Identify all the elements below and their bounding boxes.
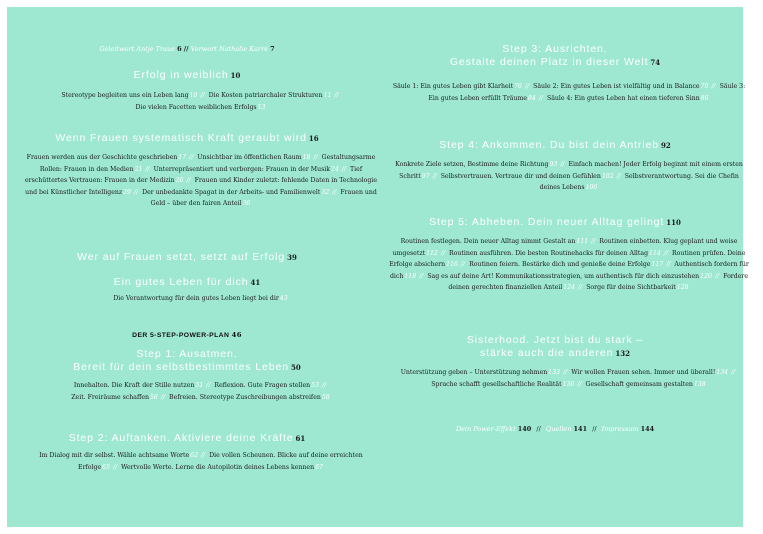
section-heading-erfolg — [7, 69, 367, 82]
page-number: 74 — [650, 58, 661, 67]
entry-separator: // — [591, 238, 596, 245]
page-number: 92 — [661, 141, 671, 150]
entry-separator: // — [334, 92, 339, 99]
page-number: 111 — [576, 238, 589, 245]
page-number: 16 — [308, 134, 319, 143]
page-number: 97 — [421, 172, 430, 180]
entry-separator: // — [440, 249, 446, 257]
entry-separator: // — [616, 172, 621, 180]
toc-entry-text: Ein gutes Leben für dich — [113, 276, 249, 288]
toc-entry-text: Stereotype begleiten uns ein Leben lang — [61, 92, 189, 99]
page-number: 93 — [549, 161, 558, 168]
toc-entry-text: Bereit für dein selbstbestimmtes Leben — [73, 361, 289, 373]
entry-separator: // — [714, 272, 720, 280]
toc-entry-text: Routinen prüfen. Deine Erfolge absichern — [389, 249, 746, 269]
page-number: 134 — [716, 369, 729, 376]
toc-entry-text: Unterstützung geben – Unterstützung nehmen — [400, 369, 548, 376]
entry-separator: // — [666, 261, 671, 269]
page-number: 116 — [446, 261, 458, 269]
toc-entry-text: Einfach machen! Jeder Erfolg beginnt mit einem ersten Schritt — [399, 161, 743, 180]
page-number: 106 — [585, 184, 598, 192]
page-number: 65 — [102, 463, 111, 471]
toc-entry-text: Die Kosten patriarchaler Strukturen — [208, 92, 323, 99]
section-entries-kraft — [7, 152, 395, 210]
page-number: 114 — [649, 249, 661, 257]
entry-separator: // — [322, 382, 327, 389]
page-number: 53 — [311, 382, 319, 389]
toc-entry-text: Frauen und Geld – über den fairen Anteil — [150, 188, 377, 208]
foreword-page: 6 — [177, 45, 182, 53]
entry-separator: // — [563, 369, 568, 376]
page-number: 58 — [321, 393, 330, 401]
toc-entry-text: Wir wollen Frauen sehen. Immer und überall! — [571, 369, 716, 376]
page-number: 50 — [290, 363, 301, 372]
section-entries-erfolg — [7, 90, 395, 113]
toc-entry-text: Säule 1: Ein gutes Leben gibt Klarheit — [392, 83, 514, 90]
toc-entry-text: Der unbedankte Spagat in der Arbeits- und Familienwelt — [142, 188, 321, 196]
entry-separator: // — [332, 188, 337, 196]
page-number: 56 — [150, 393, 158, 401]
step5-heading — [375, 216, 735, 229]
toc-entry-text: Frauen und Kinder zuletzt: fehlende Daten in Technologie und bei Künstlicher Intelligenz — [25, 177, 377, 196]
page-number: 86 — [700, 94, 709, 102]
page-number: 39 — [287, 253, 297, 262]
toc-entry-text: DER 5-STEP-POWER-PLAN — [132, 332, 230, 339]
entry-separator: // — [189, 154, 194, 161]
toc-entry-text: Authentisch fordern für dich — [389, 261, 749, 280]
sisterhood-heading — [375, 334, 735, 360]
entry-separator: // — [432, 172, 437, 180]
toc-entry-text: Säule 2: Ein gutes Leben ist vielfältig und in Balance — [533, 83, 700, 90]
page-number: 46 — [231, 331, 242, 339]
toc-entry-text: stärke auch die anderen — [480, 347, 614, 359]
page-number: 132 — [615, 349, 630, 358]
toc-entry-text: Tief erschüttertes Vertrauen: Frauen in der Medizin — [24, 165, 363, 185]
entry-separator: // — [731, 369, 736, 376]
toc-entry-text: Step 3: Ausrichten. — [502, 43, 608, 55]
page-number: 67 — [315, 463, 323, 471]
step2-entries — [7, 450, 395, 473]
step1-entries — [7, 380, 395, 403]
page-number: 18 — [302, 154, 311, 161]
section-entries-gutes-leben — [7, 293, 395, 305]
impressum-page: 144 — [640, 425, 655, 433]
toc-entry-text: Routinen feiern. Bestärke dich und genieße deine Erfolge — [469, 261, 651, 269]
page-number: 84 — [527, 94, 536, 102]
toc-entry-text: Wenn Frauen systematisch Kraft geraubt wird — [55, 132, 307, 144]
toc-entry-text: Befreien. Stereotype Zuschreibungen abstreifen — [169, 393, 321, 401]
toc-entry-text: Step 2: Auftanken. Aktiviere deine Kräfte — [68, 432, 294, 444]
toc-entry-text: Gesellschaft gemeinsam gestalten — [585, 380, 693, 388]
page-number: 10 — [230, 71, 241, 80]
toc-entry-text: Fordere deinen gerechten finanziellen Anteil — [448, 272, 749, 292]
entry-separator: // — [577, 380, 582, 388]
toc-entry-text: Zeit. Freiräume schaffen — [71, 393, 149, 401]
entry-separator: // — [145, 165, 150, 173]
page-number: 118 — [404, 272, 417, 280]
toc-entry-text: Die vollen Scheunen. Blicke auf deine erreichten Erfolge — [78, 452, 363, 471]
preface-label: Vorwort Nathalie Karré — [190, 45, 269, 53]
entry-separator: // — [113, 463, 118, 471]
toc-entry-text: Erfolg in weiblich — [133, 69, 229, 81]
page-number: 10 — [189, 92, 198, 99]
toc-entry-text: Wertvolle Werte. Lerne die Autopilotin deines Lebens kennen — [121, 463, 315, 471]
sisterhood-entries — [375, 367, 763, 390]
entry-separator: // — [186, 177, 191, 185]
quellen-label: Quellen — [545, 425, 572, 433]
right-page — [375, 7, 749, 527]
toc-entry-text: Konkrete Ziele setzen, Bestimme deine Richtung — [395, 161, 549, 168]
toc-entry-text: Säule 4: Ein gutes Leben hat einen tieferen Sinn — [547, 94, 700, 102]
page-number: 17 — [178, 154, 187, 161]
toc-entry-text: Frauen werden aus der Geschichte geschrieben — [26, 154, 178, 161]
toc-entry-text: Sag es auf deine Art! Kommunikationsstrategien, um authentisch für dich einzustehen — [427, 272, 700, 280]
page-number: 120 — [700, 272, 712, 280]
entry-separator: // — [313, 154, 318, 161]
entry-separator: // — [206, 382, 211, 389]
quellen-page: 141 — [573, 425, 588, 433]
step5-entries — [375, 236, 763, 294]
toc-entry-text: Step 1: Ausatmen. — [136, 348, 238, 360]
section-heading-gutes-leben — [7, 276, 367, 289]
step3-heading — [375, 43, 735, 69]
page-number: 51 — [195, 382, 204, 389]
page-number: 36 — [242, 200, 251, 208]
page-number: 62 — [190, 452, 199, 459]
entry-separator: // — [578, 284, 583, 292]
page-number: 117 — [651, 261, 664, 269]
toc-entry-text: Step 5: Abheben. Dein neuer Alltag gelingt — [429, 216, 665, 228]
separator: // — [183, 45, 189, 53]
entry-separator: // — [134, 188, 139, 196]
entry-separator: // — [160, 393, 166, 401]
step4-entries — [375, 159, 763, 194]
page-number: 41 — [250, 278, 261, 287]
toc-entry-text: Step 4: Ankommen. Du bist dein Antrieb — [439, 139, 660, 151]
entry-separator: // — [560, 161, 565, 168]
power-effekt-label: Dein Power-Effekt — [455, 425, 516, 433]
foreword-label: Geleitwort Antje Traue — [99, 45, 176, 53]
toc-entry-text: Die vielen Facetten weiblichen Erfolgs — [135, 103, 257, 111]
toc-entry-text: Reflexion. Gute Fragen stellen — [214, 382, 311, 389]
toc-entry-text: Wer auf Frauen setzt, setzt auf Erfolg — [77, 251, 286, 263]
toc-entry-text: Die Verantwortung für dein gutes Leben liegt bei dir — [113, 295, 279, 302]
toc-entry-text: Selbstverantwortung. Sei die Chefin deines Lebens — [539, 172, 739, 192]
toc-entry-text: Sprache schafft gesellschaftliche Realität — [431, 380, 562, 388]
entry-separator: // — [460, 261, 466, 269]
page-number: 128 — [676, 284, 689, 292]
entry-separator: // — [711, 83, 716, 90]
toc-entry-text: Innehalten. Die Kraft der Stille nutzen — [73, 382, 195, 389]
preface-page: 7 — [270, 45, 275, 53]
page-number: 112 — [426, 249, 438, 257]
page-number: 61 — [295, 434, 306, 443]
page-number: 124 — [563, 284, 576, 292]
toc-entry-text: Im Dialog mit dir selbst. Wähle achtsame Worte — [39, 452, 190, 459]
toc-entry-text: Routinen einbetten. Klug geplant und weise umgesetzt — [392, 238, 738, 257]
page-number: 21 — [134, 165, 143, 173]
toc-entry-text: Selbstvertrauen. Vertraue dir und deinen Gefühlen — [440, 172, 601, 180]
page-number: 32 — [321, 188, 330, 196]
toc-entry-text: Sorge für deine Sichtbarkeit — [586, 284, 676, 292]
toc-entry-text: // — [536, 425, 541, 433]
step3-entries — [375, 81, 763, 104]
entry-separator: // — [524, 83, 530, 90]
book-spread — [7, 7, 749, 527]
step1-heading — [7, 348, 367, 374]
page-number: 79 — [700, 83, 709, 90]
section-heading-setzen — [7, 251, 367, 264]
toc-entry-text: Gestaltungsarme Rollen: Frauen in den Medien — [39, 154, 376, 173]
page-number: 24 — [331, 165, 339, 173]
page-number: 76 — [514, 83, 522, 90]
entry-separator: // — [663, 249, 669, 257]
toc-entry-text: // — [592, 425, 597, 433]
impressum-label: Impressum — [601, 425, 639, 433]
page-number: 102 — [601, 172, 614, 180]
page-number: 43 — [279, 295, 288, 302]
page-number: 11 — [323, 92, 332, 99]
step4-heading — [375, 139, 735, 152]
page-number: 26 — [175, 177, 184, 185]
left-page — [7, 7, 377, 527]
entry-separator: // — [419, 272, 424, 280]
section-heading-kraft — [7, 132, 367, 145]
toc-entry-text: Routinen ausführen. Die besten Routinehacks für deinen Alltag — [449, 249, 649, 257]
step2-heading — [7, 432, 367, 445]
toc-entry-text: Gestalte deinen Platz in dieser Welt — [449, 56, 649, 68]
page-number: 138 — [693, 380, 706, 388]
page-number: 29 — [123, 188, 131, 196]
toc-entry-text: Sisterhood. Jetzt bist du stark – — [466, 334, 644, 346]
entry-separator: // — [341, 165, 347, 173]
page-number: 136 — [562, 380, 575, 388]
page-number: 13 — [257, 103, 266, 111]
plan-heading — [7, 331, 367, 339]
top-line — [7, 45, 367, 53]
toc-entry-text: Routinen festlegen. Dein neuer Alltag nimmt Gestalt an — [400, 238, 576, 245]
page-number: 133 — [548, 369, 561, 376]
footer-line — [375, 425, 735, 433]
toc-entry-text: Unsichtbar im öffentlichen Raum — [197, 154, 302, 161]
toc-entry-text: Säule 3: Ein gutes Leben erfüllt Träume — [428, 83, 746, 102]
entry-separator: // — [200, 92, 205, 99]
entry-separator: // — [201, 452, 206, 459]
page-number: 110 — [666, 218, 681, 227]
toc-entry-text: Unterrepräsentiert und verborgen: Frauen in der Musik — [153, 165, 331, 173]
power-effekt-page: 140 — [517, 425, 532, 433]
entry-separator: // — [538, 94, 544, 102]
